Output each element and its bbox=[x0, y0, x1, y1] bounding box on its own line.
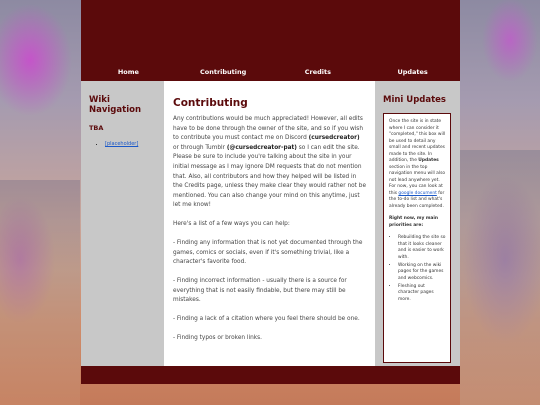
nav-credits-link[interactable]: Credits bbox=[304, 68, 331, 76]
wiki-navigation-list bbox=[89, 141, 156, 147]
list-item: • Fleshing out character pages more. bbox=[398, 284, 446, 304]
list-item: • Rebuilding the site so that it looks cleaner and is easier to work with. bbox=[398, 235, 446, 261]
nav-updates-link[interactable]: Updates bbox=[397, 68, 428, 76]
wiki-navigation-subtitle: TBA bbox=[89, 124, 104, 132]
main-content bbox=[164, 81, 375, 366]
priorities-heading bbox=[389, 216, 446, 229]
intro-text-3: so I can edit the site. Please be sure to include you're talking about the site in your initial message as I may ignore DM requests that do not mention that. Also, all contributors and how they helped will be listed in the Credits page, unless they make clear they would rather not be mentioned. You can also change your mind on this anytime, just let me know! bbox=[173, 144, 367, 209]
header-banner bbox=[81, 0, 460, 63]
ways-to-help-intro: Here's a list of a few ways you can help: bbox=[173, 221, 290, 228]
priorities-heading-text: Right now, my main priorities are: bbox=[389, 216, 439, 228]
nav-home-link[interactable]: Home bbox=[117, 68, 139, 76]
list-item: • Working on the wiki pages for the games and webcomics. bbox=[398, 263, 446, 283]
priorities-list bbox=[389, 235, 446, 303]
mini-updates-sidebar bbox=[375, 81, 460, 366]
site-container bbox=[81, 0, 460, 384]
tumblr-handle: (@cursedcreator-pat) bbox=[226, 144, 297, 151]
intro-text-2: or through Tumblr bbox=[173, 144, 227, 151]
intro-paragraph bbox=[173, 115, 367, 211]
top-navigation bbox=[81, 63, 460, 81]
updates-keyword: Updates bbox=[418, 158, 439, 163]
help-item-citation: - Finding a lack of a citation where you feel there should be one. bbox=[173, 316, 360, 323]
updates-description bbox=[389, 119, 446, 210]
placeholder-link[interactable]: [placeholder] bbox=[105, 141, 139, 147]
updates-text-3: for the to-do list and what's already been completed. bbox=[389, 190, 445, 209]
background-left bbox=[0, 180, 80, 405]
help-item-typos: - Finding typos or broken links. bbox=[173, 335, 263, 342]
mini-updates-title: Mini Updates bbox=[383, 95, 446, 105]
list-item bbox=[105, 141, 156, 147]
google-document-link[interactable]: google document bbox=[398, 190, 437, 196]
updates-text-1: Once the site is in state where I can consider it "completed," this box will be used to detail any small and recent updates made to the site. In addition, the bbox=[389, 119, 446, 163]
nav-contributing-link[interactable]: Contributing bbox=[199, 68, 247, 76]
discord-handle: (cursedcreator) bbox=[308, 135, 360, 142]
mini-updates-box bbox=[383, 113, 451, 363]
intro-text-1: Any contributions would be much appreciated! However, all edits have to be done through the owner of the site, and so if you wish to contribute you must contact me on Discord bbox=[173, 116, 363, 142]
wiki-navigation-sidebar bbox=[81, 81, 164, 366]
background-right bbox=[460, 150, 540, 405]
page-title: Contributing bbox=[173, 97, 248, 109]
help-item-info: - Finding any information that is not yet documented through the games, comics or socials, even if it's something trivial, like a character's favorite food. bbox=[173, 240, 363, 266]
wiki-navigation-title: Wiki Navigation bbox=[89, 95, 141, 115]
help-item-incorrect: - Finding incorrect information - usually there is a source for everything that is not easily findable, but there may still be mistakes. bbox=[173, 278, 347, 304]
updates-text-2: section in the top navigation menu will also not lead anywhere yet. For now, you can look at this bbox=[389, 164, 446, 196]
footer-bar bbox=[81, 366, 460, 384]
